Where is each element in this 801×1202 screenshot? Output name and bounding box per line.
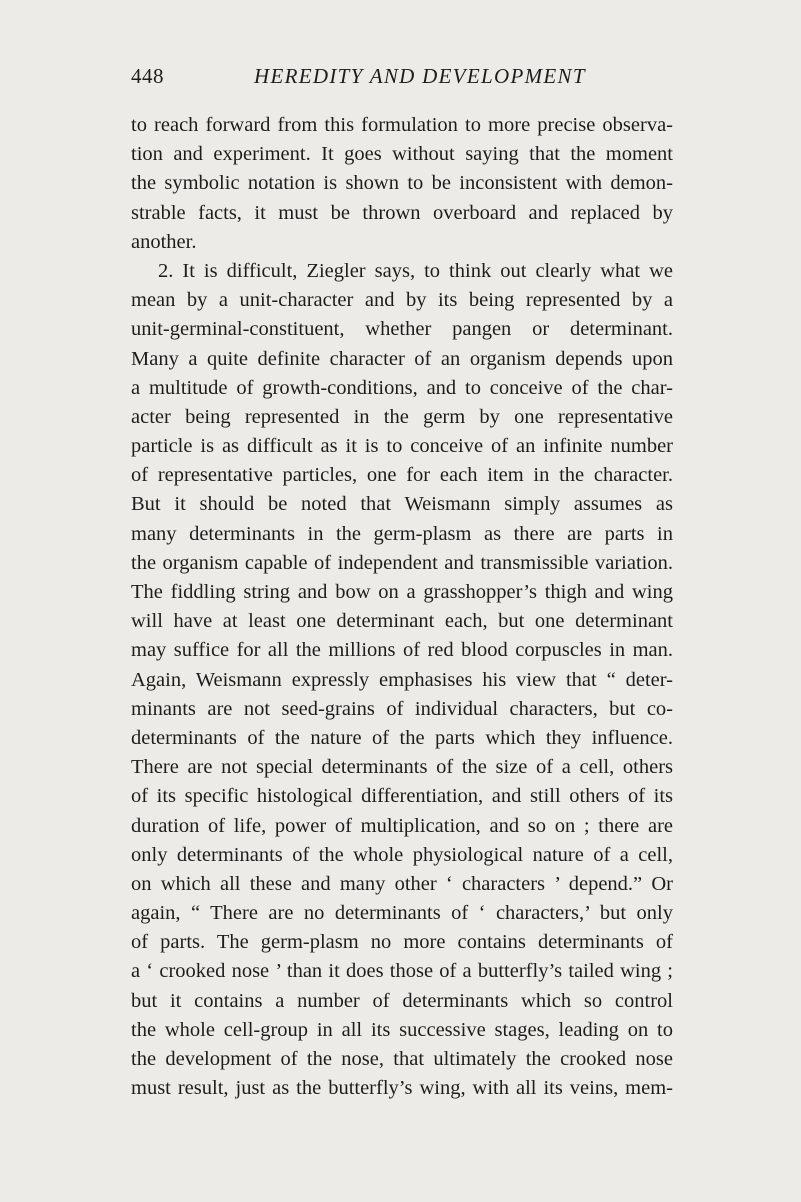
text-line: a multitude of growth-conditions, and to conceive of the char- <box>131 376 673 399</box>
text-line: but it contains a number of determinants which so control <box>131 989 673 1012</box>
text-line: strable facts, it must be thrown overboard and replaced by <box>131 201 673 224</box>
text-line: determinants of the nature of the parts which they influence. <box>131 726 673 749</box>
body-text <box>131 111 673 1103</box>
text-line: many determinants in the germ-plasm as there are parts in <box>131 522 673 545</box>
text-line: of parts. The germ-plasm no more contains determinants of <box>131 931 673 954</box>
text-line: Many a quite definite character of an organism depends upon <box>131 347 673 370</box>
text-line: Again, Weismann expressly emphasises his view that “ deter- <box>131 668 673 691</box>
text-line: tion and experiment. It goes without saying that the moment <box>131 143 673 166</box>
page-number: 448 <box>131 64 164 88</box>
text-line: another. <box>131 230 197 253</box>
text-line: on which all these and many other ‘ characters ’ depend.” Or <box>131 872 673 895</box>
text-line: to reach forward from this formulation to more precise observa- <box>131 114 673 136</box>
text-line: will have at least one determinant each, but one determinant <box>131 610 673 633</box>
text-line: the organism capable of independent and transmissible variation. <box>131 551 673 574</box>
text-line: acter being represented in the germ by one representative <box>131 405 673 428</box>
text-line: 2. It is difficult, Ziegler says, to think out clearly what we <box>158 259 673 282</box>
text-line: unit-germinal-constituent, whether pangen or determinant. <box>131 318 673 341</box>
text-line: the whole cell-group in all its successive stages, leading on to <box>131 1018 673 1041</box>
text-line: again, “ There are no determinants of ‘ characters,’ but only <box>131 902 673 925</box>
running-head <box>131 64 671 94</box>
text-line: There are not special determinants of the size of a cell, others <box>131 756 673 779</box>
text-line: only determinants of the whole physiological nature of a cell, <box>131 843 673 866</box>
text-line: must result, just as the butterfly’s wing, with all its veins, mem- <box>131 1077 673 1100</box>
text-line: minants are not seed-grains of individual characters, but co- <box>131 697 673 720</box>
text-line: of its specific histological differentiation, and still others of its <box>131 785 673 808</box>
text-line: may suffice for all the millions of red blood corpuscles in man. <box>131 639 673 662</box>
text-line: the symbolic notation is shown to be inconsistent with demon- <box>131 172 673 195</box>
text-line: of representative particles, one for each item in the character. <box>131 464 673 487</box>
text-line: But it should be noted that Weismann simply assumes as <box>131 493 673 516</box>
text-line: particle is as difficult as it is to conceive of an infinite number <box>131 435 673 458</box>
text-line: The fiddling string and bow on a grasshopper’s thigh and wing <box>131 581 673 603</box>
text-line: mean by a unit-character and by its being represented by a <box>131 289 673 312</box>
text-line: a ‘ crooked nose ’ than it does those of a butterfly’s tailed wing ; <box>131 960 673 983</box>
text-line: duration of life, power of multiplication, and so on ; there are <box>131 814 673 837</box>
text-line: the development of the nose, that ultimately the crooked nose <box>131 1048 673 1070</box>
running-title: HEREDITY AND DEVELOPMENT <box>254 64 586 88</box>
